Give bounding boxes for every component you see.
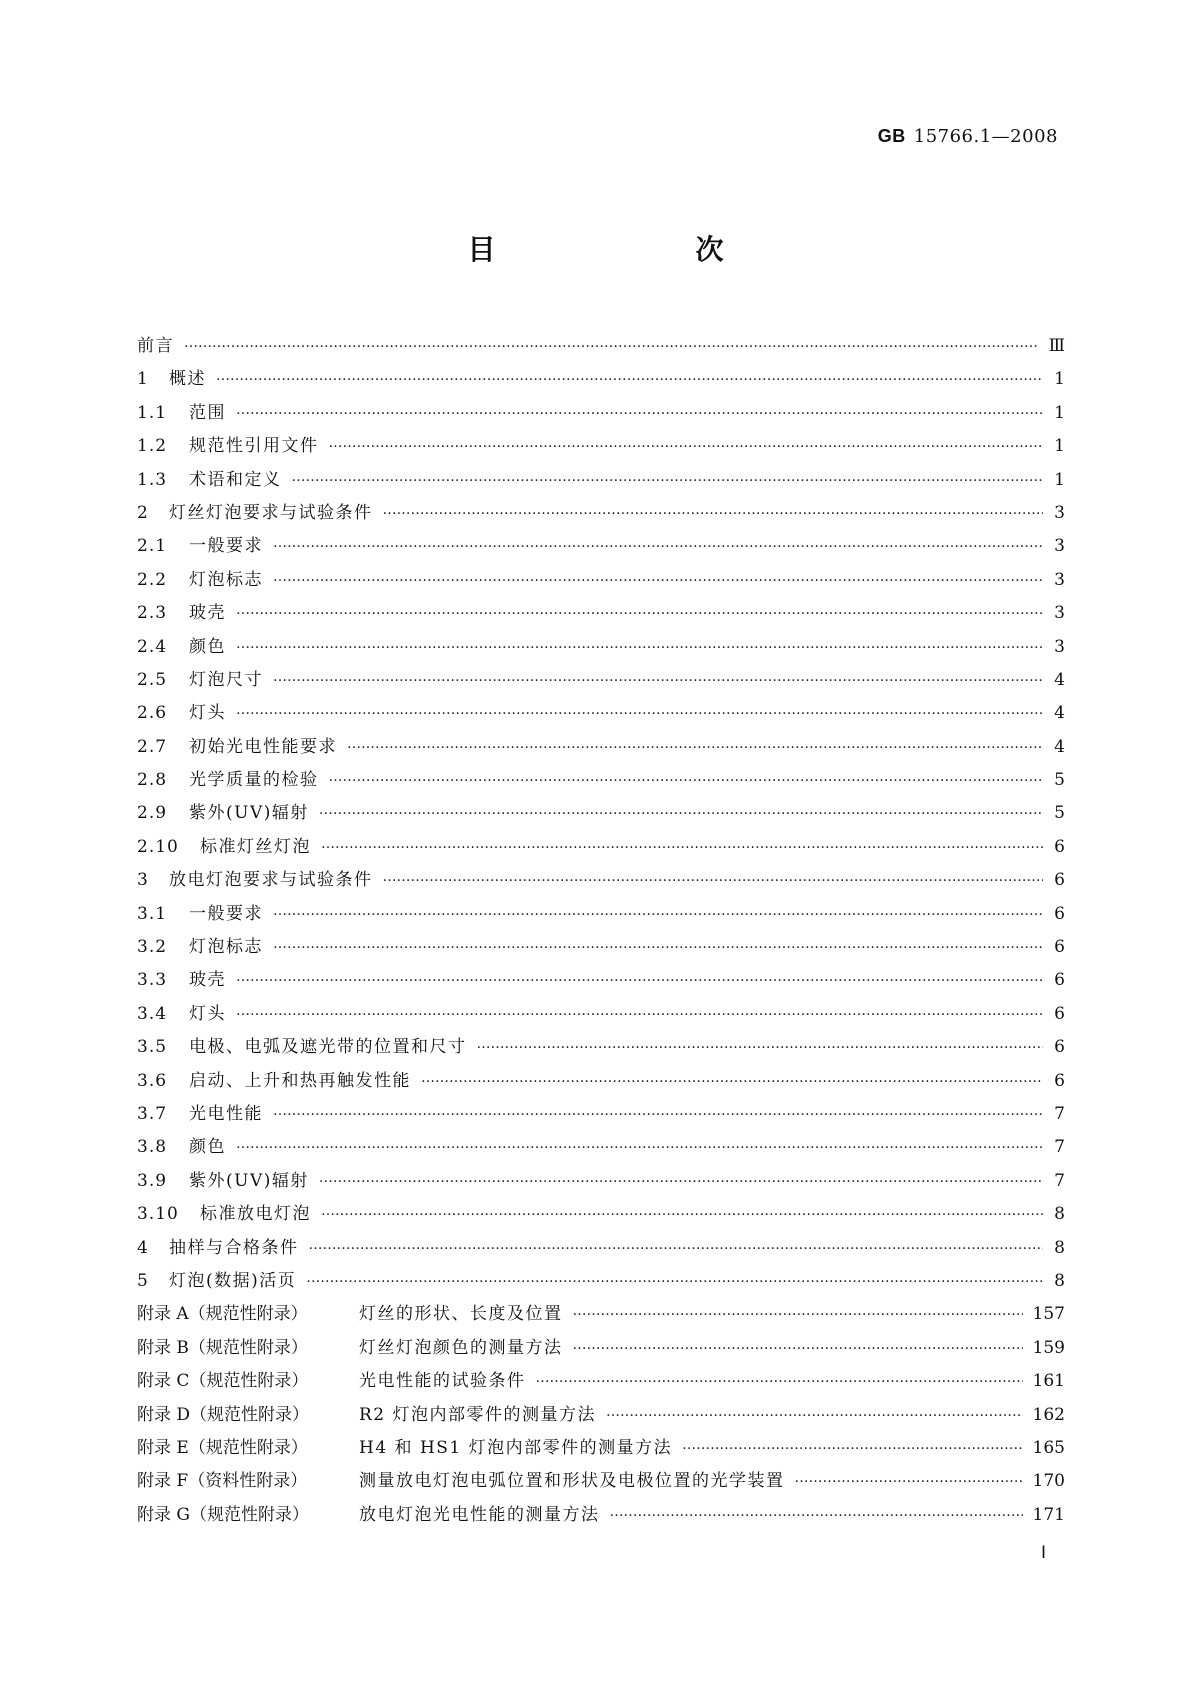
page-title: 目 次	[467, 233, 772, 266]
dot-leader	[477, 1035, 1044, 1052]
dot-leader	[236, 635, 1043, 652]
dot-leader	[273, 1102, 1043, 1119]
toc-entry-page: 1	[1054, 436, 1065, 457]
dot-leader	[184, 334, 1039, 351]
toc-entry-label: H4 和 HS1 灯泡内部零件的测量方法	[359, 1437, 673, 1458]
toc-entry-page: 8	[1054, 1204, 1065, 1225]
toc-entry[interactable]	[137, 832, 1065, 865]
toc-entry-label: 玻壳	[189, 603, 226, 624]
toc-entry-page: 5	[1054, 770, 1065, 791]
toc-entry[interactable]	[137, 1199, 1065, 1232]
toc-entry-page: 6	[1054, 870, 1065, 891]
toc-entry-page: 3	[1054, 636, 1065, 657]
toc-entry[interactable]	[137, 698, 1065, 731]
toc-entry[interactable]	[137, 498, 1065, 531]
dot-leader	[606, 1403, 1023, 1420]
dot-leader	[682, 1436, 1022, 1453]
toc-entry-label: 规范性引用文件	[189, 436, 319, 457]
toc-entry-number: 附录 B（规范性附录）	[137, 1337, 308, 1358]
toc-entry-label: 灯泡标志	[189, 569, 263, 590]
toc-entry-label: R2 灯泡内部零件的测量方法	[359, 1404, 597, 1425]
toc-entry-label: 测量放电灯泡电弧位置和形状及电极位置的光学装置	[359, 1471, 785, 1492]
toc-entry-label: 光学质量的检验	[189, 770, 319, 791]
toc-entry-number: 1.3	[137, 469, 168, 490]
dot-leader	[321, 835, 1043, 852]
toc-entry[interactable]	[137, 1433, 1065, 1466]
toc-entry-number: 2.9	[137, 803, 168, 824]
table-of-contents	[137, 331, 1065, 1533]
toc-entry-number: 2.4	[137, 636, 168, 657]
toc-entry-label: 紫外(UV)辐射	[189, 803, 309, 824]
toc-entry-number: 1.2	[137, 436, 168, 457]
dot-leader	[216, 367, 1043, 384]
toc-entry-number: 附录 D（规范性附录）	[137, 1404, 310, 1425]
toc-entry-page: 3	[1054, 603, 1065, 624]
toc-entry[interactable]	[137, 632, 1065, 665]
dot-leader	[383, 501, 1044, 518]
toc-entry[interactable]	[137, 465, 1065, 498]
toc-entry[interactable]	[137, 999, 1065, 1032]
toc-entry-page: 161	[1032, 1371, 1065, 1392]
page-folio: Ⅰ	[1040, 1543, 1046, 1562]
toc-entry-page: 4	[1054, 703, 1065, 724]
toc-entry-number: 3.4	[137, 1003, 168, 1024]
toc-entry-page: 1	[1054, 402, 1065, 423]
standard-number: 15766.1—2008	[913, 126, 1058, 147]
toc-entry-label: 颜色	[189, 1137, 226, 1158]
toc-entry-label: 灯泡标志	[189, 937, 263, 958]
toc-entry-page: 170	[1032, 1471, 1065, 1492]
toc-entry-number: 1.1	[137, 402, 168, 423]
toc-entry[interactable]	[137, 865, 1065, 898]
toc-entry-number: 2.3	[137, 603, 168, 624]
toc-entry-label: 光电性能的试验条件	[359, 1371, 526, 1392]
toc-entry-page: 3	[1054, 502, 1065, 523]
toc-entry-number: 3.5	[137, 1037, 168, 1058]
toc-entry[interactable]	[137, 899, 1065, 932]
toc-entry-number: 2.7	[137, 736, 168, 757]
toc-entry[interactable]	[137, 765, 1065, 798]
toc-entry-page: 6	[1054, 1070, 1065, 1091]
toc-entry-number: 2.5	[137, 669, 168, 690]
toc-entry-label: 范围	[189, 402, 226, 423]
toc-entry-page: 3	[1054, 536, 1065, 557]
dot-leader	[536, 1369, 1023, 1386]
toc-entry-number: 附录 G（规范性附录）	[137, 1504, 309, 1525]
toc-entry-label: 初始光电性能要求	[189, 736, 337, 757]
toc-entry-number: 3.10	[137, 1204, 179, 1225]
dot-leader	[329, 768, 1044, 785]
toc-entry-page: 4	[1054, 736, 1065, 757]
dot-leader	[573, 1336, 1023, 1353]
toc-entry[interactable]	[137, 1266, 1065, 1299]
toc-entry-page: 171	[1032, 1504, 1065, 1525]
standard-code	[878, 126, 1058, 147]
dot-leader	[236, 1002, 1043, 1019]
dot-leader	[421, 1069, 1043, 1086]
toc-entry[interactable]	[137, 431, 1065, 464]
toc-entry[interactable]	[137, 1333, 1065, 1366]
dot-leader	[236, 1135, 1043, 1152]
dot-leader	[273, 668, 1043, 685]
toc-entry[interactable]	[137, 1066, 1065, 1099]
dot-leader	[795, 1469, 1023, 1486]
dot-leader	[292, 468, 1044, 485]
toc-entry-label: 光电性能	[189, 1103, 263, 1124]
toc-entry-label: 一般要求	[189, 903, 263, 924]
toc-entry-label: 紫外(UV)辐射	[189, 1170, 309, 1191]
toc-entry-label: 标准放电灯泡	[200, 1204, 311, 1225]
dot-leader	[319, 801, 1043, 818]
toc-entry[interactable]	[137, 331, 1065, 364]
toc-entry[interactable]	[137, 798, 1065, 831]
toc-entry-number: 1	[137, 369, 149, 390]
toc-entry-label: 灯丝的形状、长度及位置	[359, 1304, 563, 1325]
toc-entry-label: 启动、上升和热再触发性能	[189, 1070, 411, 1091]
dot-leader	[236, 701, 1043, 718]
dot-leader	[573, 1302, 1023, 1319]
toc-entry-page: 3	[1054, 569, 1065, 590]
toc-entry-number: 2	[137, 502, 149, 523]
toc-entry-page: 7	[1054, 1137, 1065, 1158]
dot-leader	[273, 534, 1043, 551]
toc-entry-page: 162	[1032, 1404, 1065, 1425]
toc-entry[interactable]	[137, 1466, 1065, 1499]
toc-entry-page: 5	[1054, 803, 1065, 824]
dot-leader	[273, 935, 1043, 952]
toc-entry[interactable]	[137, 1233, 1065, 1266]
toc-entry-page: 8	[1054, 1270, 1065, 1291]
toc-entry[interactable]	[137, 565, 1065, 598]
toc-entry-number: 2.6	[137, 703, 168, 724]
toc-entry-label: 灯头	[189, 703, 226, 724]
toc-entry-page: 157	[1032, 1304, 1065, 1325]
toc-entry-page: 165	[1032, 1437, 1065, 1458]
toc-entry[interactable]	[137, 1132, 1065, 1165]
toc-entry-label: 放电灯泡要求与试验条件	[169, 870, 373, 891]
toc-entry-number: 2.2	[137, 569, 168, 590]
toc-entry[interactable]	[137, 1166, 1065, 1199]
dot-leader	[309, 1236, 1044, 1253]
toc-entry-number: 3.8	[137, 1137, 168, 1158]
toc-entry-label: 灯头	[189, 1003, 226, 1024]
toc-entry-label: 抽样与合格条件	[169, 1237, 299, 1258]
toc-entry-number: 附录 E（规范性附录）	[137, 1437, 308, 1458]
toc-entry-label: 概述	[169, 369, 206, 390]
toc-entry[interactable]	[137, 1032, 1065, 1065]
toc-entry-page: 6	[1054, 970, 1065, 991]
toc-entry-number: 2.1	[137, 536, 168, 557]
toc-entry-label: 一般要求	[189, 536, 263, 557]
toc-entry-page: 159	[1032, 1337, 1065, 1358]
toc-entry[interactable]	[137, 932, 1065, 965]
toc-entry[interactable]	[137, 1366, 1065, 1399]
toc-entry[interactable]	[137, 1099, 1065, 1132]
toc-entry-label: 标准灯丝灯泡	[200, 836, 311, 857]
toc-entry-number: 附录 C（规范性附录）	[137, 1371, 309, 1392]
dot-leader	[319, 1169, 1043, 1186]
toc-entry[interactable]	[137, 531, 1065, 564]
toc-entry-number: 3.1	[137, 903, 168, 924]
toc-entry-label: 术语和定义	[189, 469, 282, 490]
toc-entry-page: 1	[1054, 469, 1065, 490]
standard-prefix: GB	[877, 126, 906, 146]
dot-leader	[347, 735, 1043, 752]
dot-leader	[383, 868, 1044, 885]
toc-entry-number: 附录 F（资料性附录）	[137, 1471, 308, 1492]
toc-entry[interactable]	[137, 364, 1065, 397]
toc-entry-page: 1	[1054, 369, 1065, 390]
dot-leader	[306, 1269, 1043, 1286]
toc-entry[interactable]	[137, 732, 1065, 765]
dot-leader	[329, 434, 1044, 451]
toc-entry-page: Ⅲ	[1048, 336, 1065, 356]
toc-entry-number: 3	[137, 870, 149, 891]
toc-entry-label: 灯丝灯泡要求与试验条件	[169, 502, 373, 523]
toc-entry-label: 灯丝灯泡颜色的测量方法	[359, 1337, 563, 1358]
toc-entry-page: 6	[1054, 903, 1065, 924]
dot-leader	[273, 568, 1043, 585]
toc-entry-page: 6	[1054, 937, 1065, 958]
dot-leader	[236, 968, 1043, 985]
toc-entry-page: 4	[1054, 669, 1065, 690]
toc-entry-number: 2.10	[137, 836, 179, 857]
toc-entry-page: 6	[1054, 836, 1065, 857]
toc-entry-number: 3.3	[137, 970, 168, 991]
toc-entry-label: 玻壳	[189, 970, 226, 991]
toc-entry[interactable]	[137, 1299, 1065, 1332]
toc-entry[interactable]	[137, 398, 1065, 431]
toc-entry-page: 6	[1054, 1003, 1065, 1024]
toc-entry-label: 电极、电弧及遮光带的位置和尺寸	[189, 1037, 467, 1058]
toc-entry[interactable]	[137, 598, 1065, 631]
toc-entry-page: 8	[1054, 1237, 1065, 1258]
toc-entry-label: 放电灯泡光电性能的测量方法	[359, 1504, 600, 1525]
dot-leader	[610, 1503, 1023, 1520]
dot-leader	[236, 601, 1043, 618]
toc-entry-page: 6	[1054, 1037, 1065, 1058]
toc-entry-number: 3.2	[137, 937, 168, 958]
toc-entry-number: 2.8	[137, 770, 168, 791]
toc-entry-number: 3.9	[137, 1170, 168, 1191]
toc-entry[interactable]	[137, 965, 1065, 998]
toc-entry[interactable]	[137, 1500, 1065, 1533]
toc-entry-number: 附录 A（规范性附录）	[137, 1304, 308, 1325]
toc-entry-label: 颜色	[189, 636, 226, 657]
dot-leader	[236, 401, 1043, 418]
toc-entry[interactable]	[137, 665, 1065, 698]
toc-entry[interactable]	[137, 1400, 1065, 1433]
toc-entry-label: 灯泡(数据)活页	[169, 1270, 297, 1291]
toc-entry-number: 4	[137, 1237, 149, 1258]
toc-entry-page: 7	[1054, 1170, 1065, 1191]
toc-entry-number: 5	[137, 1270, 149, 1291]
toc-entry-page: 7	[1054, 1103, 1065, 1124]
dot-leader	[273, 902, 1043, 919]
toc-entry-label: 灯泡尺寸	[189, 669, 263, 690]
toc-entry-label: 前言	[137, 336, 174, 356]
toc-entry-number: 3.7	[137, 1103, 168, 1124]
toc-entry-number: 3.6	[137, 1070, 168, 1091]
dot-leader	[321, 1202, 1043, 1219]
